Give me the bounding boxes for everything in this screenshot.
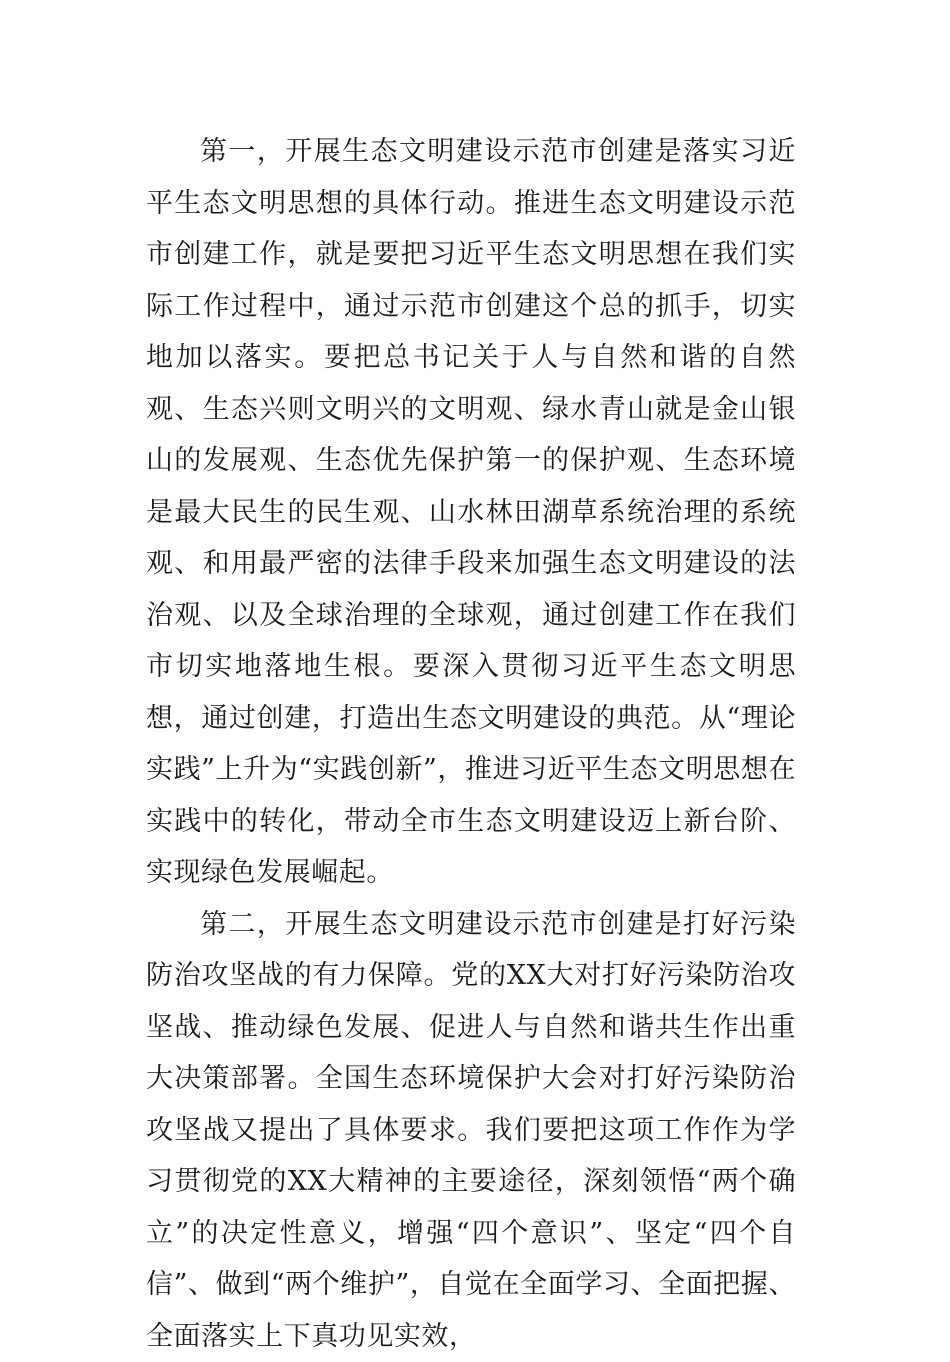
paragraph-2: 第二，开展生态文明建设示范市创建是打好污染防治攻坚战的有力保障。党的XX大对打好污染防治攻坚战、推动绿色发展、促进人与自然和谐共生作出重大决策部署。全国生态环境保护大会对打好污染防治攻坚战又提出了具体要求。我们要把这项工作作为学习贯彻党的XX大精神的主要途径，深刻领悟“两个确立”的决定性意义，增强“四个意识”、坚定“四个自信”、做到“两个维护”，自觉在全面学习、全面把握、全面落实上下真功见实效， xyxy=(146,899,796,1362)
document-body xyxy=(146,126,796,1362)
paragraph-1: 第一，开展生态文明建设示范市创建是落实习近平生态文明思想的具体行动。推进生态文明建设示范市创建工作，就是要把习近平生态文明思想在我们实际工作过程中，通过示范市创建这个总的抓手，切实地加以落实。要把总书记关于人与自然和谐的自然观、生态兴则文明兴的文明观、绿水青山就是金山银山的发展观、生态优先保护第一的保护观、生态环境是最大民生的民生观、山水林田湖草系统治理的系统观、和用最严密的法律手段来加强生态文明建设的法治观、以及全球治理的全球观，通过创建工作在我们市切实地落地生根。要深入贯彻习近平生态文明思想，通过创建，打造出生态文明建设的典范。从“理论实践”上升为“实践创新”，推进习近平生态文明思想在实践中的转化，带动全市生态文明建设迈上新台阶、实现绿色发展崛起。 xyxy=(146,126,796,899)
